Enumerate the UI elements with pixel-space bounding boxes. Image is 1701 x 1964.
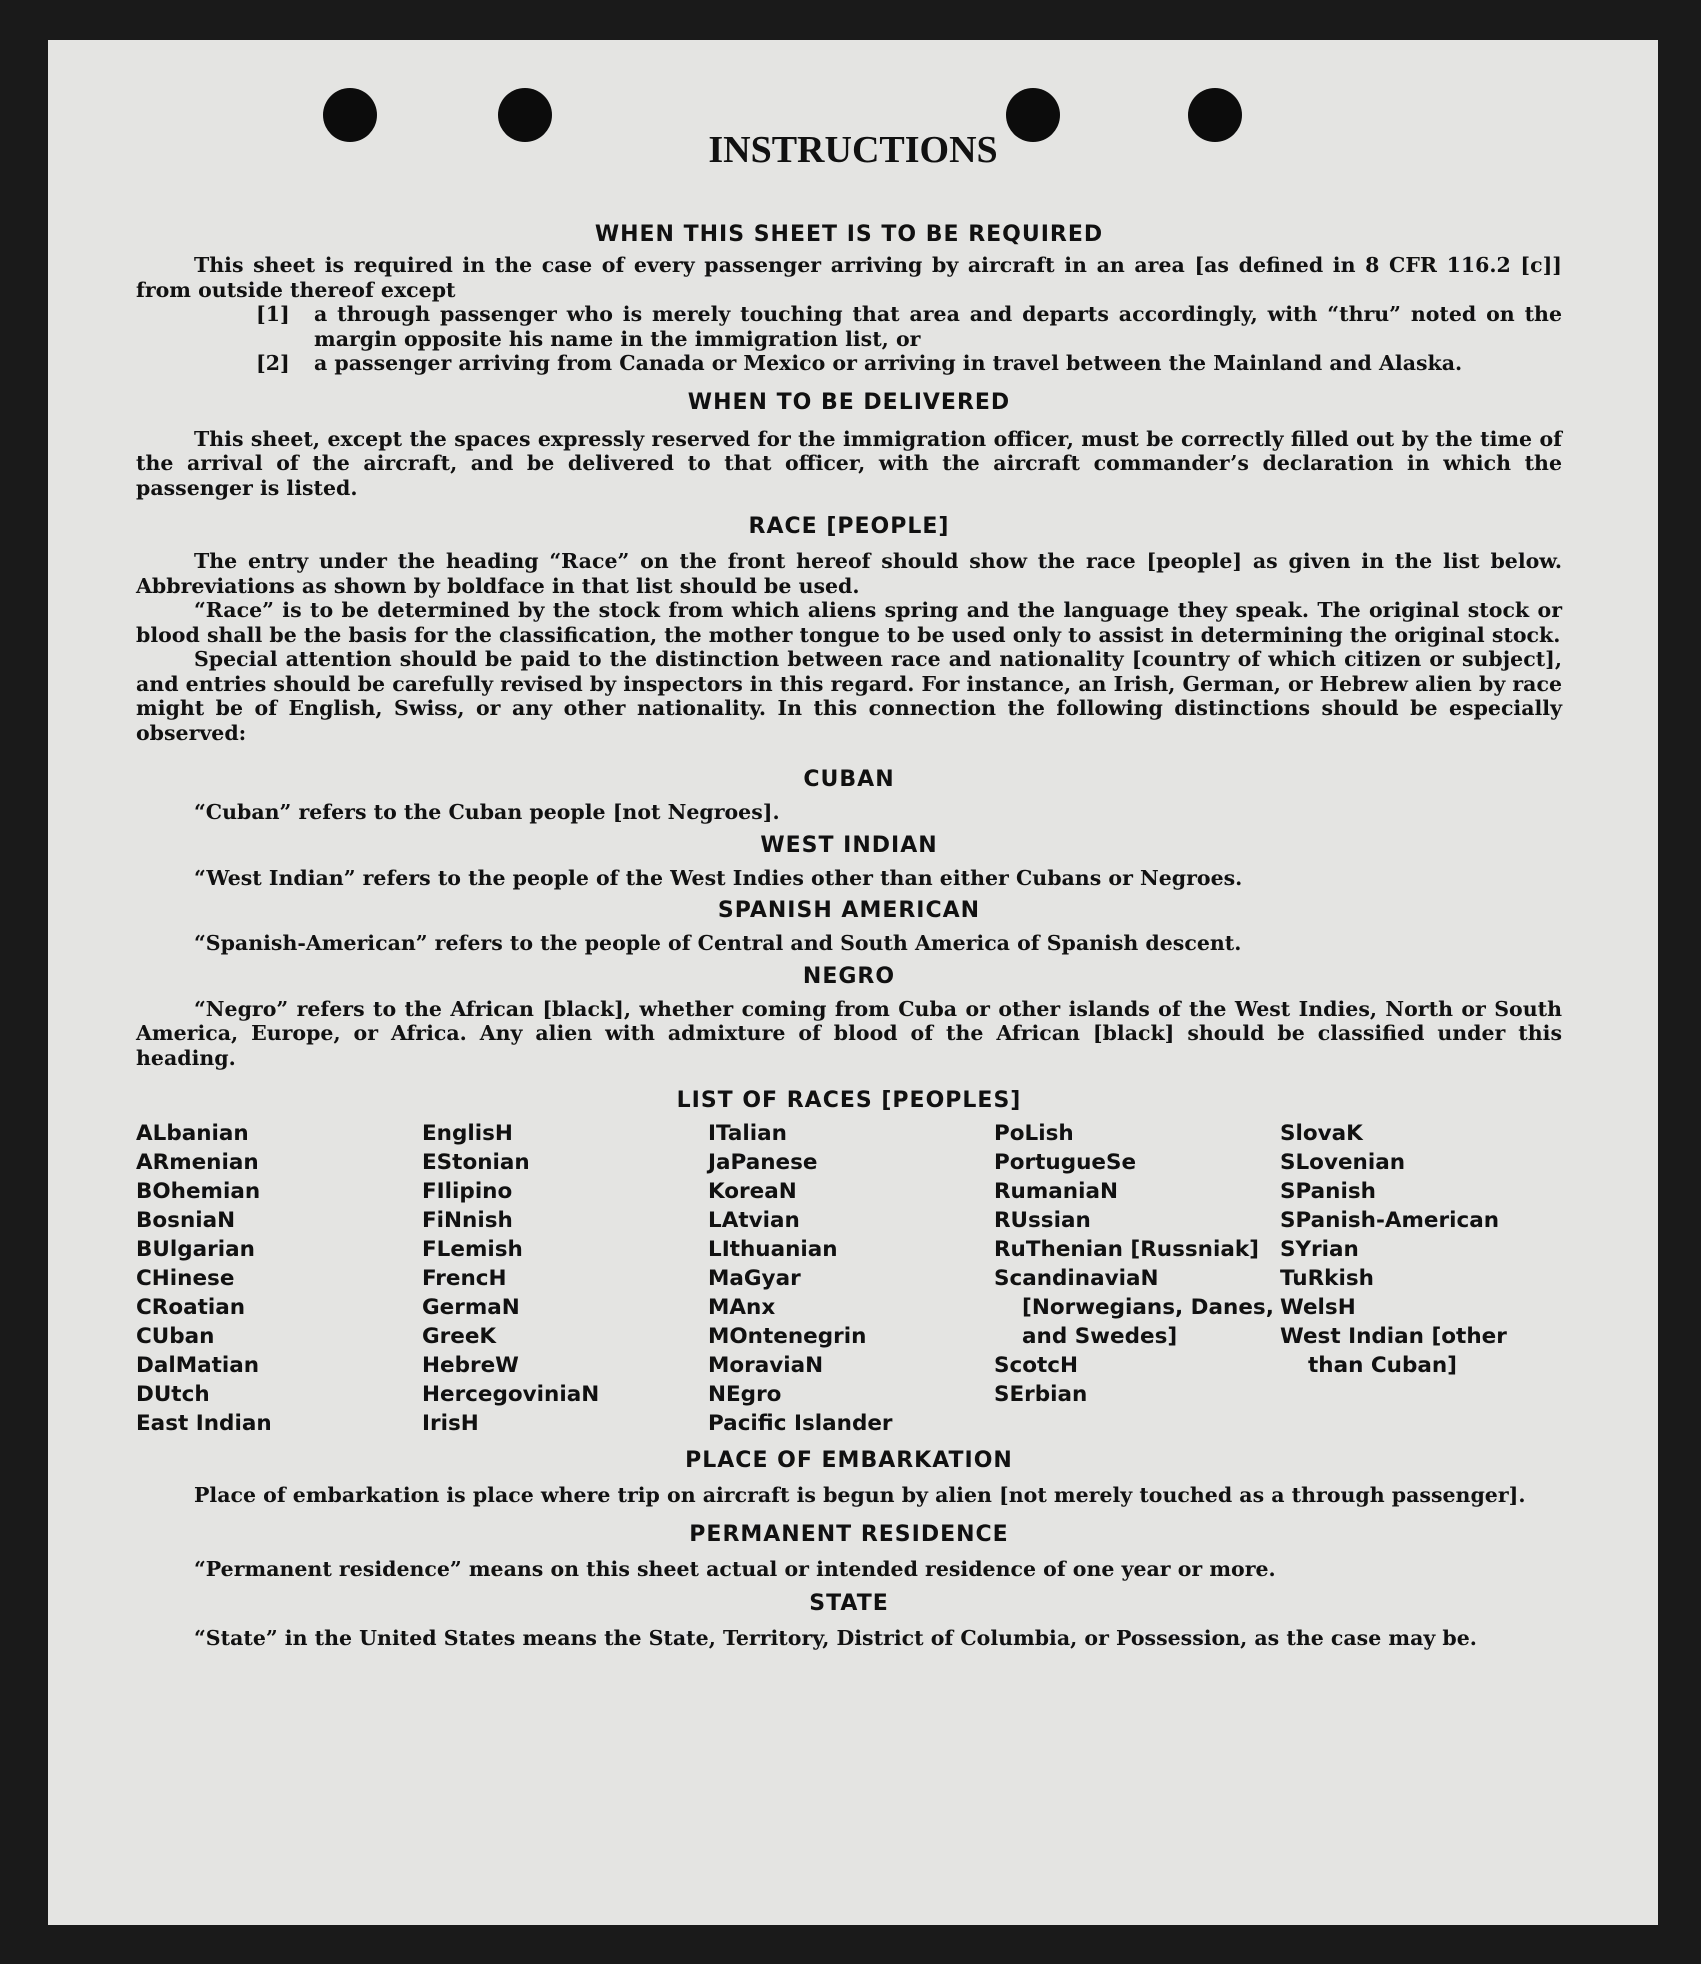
race-entry: RUssian [994,1208,1091,1233]
section-negro [136,964,1562,1071]
races-column [708,1119,994,1438]
paragraph: “West Indian” refers to the people of the West Indies other than either Cubans or Negroes. [194,865,1243,890]
race-entry: CHinese [136,1266,235,1291]
race-entry: CRoatian [136,1295,246,1320]
race-entry: GermaN [422,1295,520,1320]
race-entry: FiNnish [422,1208,513,1233]
race-entry: MOntenegrin [708,1324,867,1349]
race-entry: FIlipino [422,1179,513,1204]
section-permanent-residence [136,1522,1562,1582]
section-cuban [136,767,1562,825]
paragraph: “Race” is to be determined by the stock from which aliens spring and the language they speak. The original stock or blood shall be the basis for the classification, the mother tongue to be used only to assist in determining the original stock. [136,598,1562,647]
races-column [422,1119,708,1438]
races-table [136,1119,1562,1438]
page-title: INSTRUCTIONS [708,129,998,171]
section-heading: PLACE OF EMBARKATION [685,1448,1013,1473]
paragraph: This sheet is required in the case of every passenger arriving by aircraft in an area [as defined in 8 CFR 116.2 [c]] from outside thereof except [136,253,1562,302]
instructions-body [136,180,1562,1651]
section-heading: LIST OF RACES [PEOPLES] [676,1088,1022,1113]
section-west-indian [136,833,1562,891]
race-entry: TuRkish [1280,1266,1374,1291]
paragraph: This sheet, except the spaces expressly reserved for the immigration officer, must be correctly filled out by the time of the arrival of the aircraft, and be delivered to that officer, with the aircraft commander’s declaration in which the passenger is listed. [136,426,1562,500]
race-entry: ITalian [708,1121,787,1146]
race-entry: ScandinaviaN [Norwegians, Danes, and Swedes] [994,1266,1274,1349]
race-entry: DalMatian [136,1353,260,1378]
race-entry: SPanish [1280,1179,1376,1204]
section-embarkation [136,1448,1562,1508]
race-entry: BOhemian [136,1179,261,1204]
section-heading: WHEN THIS SHEET IS TO BE REQUIRED [594,222,1104,247]
race-entry: GreeK [422,1324,497,1349]
race-entry: CUban [136,1324,215,1349]
race-entry: East Indian [136,1411,272,1436]
race-entry: WelsH [1280,1295,1356,1320]
race-entry: ALbanian [136,1121,249,1146]
races-column [1280,1119,1562,1438]
item-text: a passenger arriving from Canada or Mexico or arriving in travel between the Mainland and Alaska. [314,351,1463,375]
race-entry: HercegoviniaN [422,1382,600,1407]
race-entry: MaGyar [708,1266,801,1291]
race-entry: HebreW [422,1353,519,1378]
paragraph: The entry under the heading “Race” on the front hereof should show the race [people] as given in the list below. Abbreviations as shown by boldface in that list should be used. [136,549,1562,598]
race-entry: KoreaN [708,1179,797,1204]
section-list-of-races [136,1088,1562,1438]
list-item [136,351,1562,376]
section-heading: STATE [809,1591,889,1616]
section-heading: PERMANENT RESIDENCE [689,1521,1009,1547]
race-entry: IrisH [422,1411,479,1436]
race-entry: LAtvian [708,1208,800,1233]
race-entry: MAnx [708,1295,776,1320]
race-entry: SErbian [994,1382,1088,1407]
race-entry: SYrian [1280,1237,1359,1262]
section-heading: CUBAN [803,767,895,792]
race-entry: RumaniaN [994,1179,1118,1204]
race-entry: SLovenian [1280,1150,1406,1175]
paragraph: “Permanent residence” means on this sheet actual or intended residence of one year or more. [194,1556,1276,1581]
item-text: a through passenger who is merely touching that area and departs accordingly, with “thru” noted on the margin opposite his name in the immigration list, or [314,302,1562,351]
race-entry: MoraviaN [708,1353,824,1378]
section-when-required [136,222,1562,376]
paragraph: Special attention should be paid to the distinction between race and nationality [country of which citizen or subject], and entries should be carefully revised by inspectors in this regard. For instance, an Irish, German, or Hebrew alien by race might be of English, Swiss, or any other nationality. In this connection the following distinctions should be especially observed: [136,647,1562,745]
section-when-delivered [136,390,1562,501]
race-entry: RuThenian [Russniak] [994,1237,1259,1262]
race-entry: ScotcH [994,1353,1079,1378]
item-number: [1] [256,302,290,326]
document-sheet [48,40,1658,1925]
race-entry: PoLish [994,1121,1074,1146]
section-state [136,1591,1562,1651]
paragraph: “State” in the United States means the State, Territory, District of Columbia, or Possession, as the case may be. [194,1626,1477,1650]
race-entry: FLemish [422,1237,523,1262]
paragraph: “Cuban” refers to the Cuban people [not Negroes]. [194,800,780,824]
race-entry: Pacific Islander [708,1411,893,1436]
item-number: [2] [256,351,290,375]
race-entry: ARmenian [136,1150,259,1175]
section-heading: SPANISH AMERICAN [717,898,981,923]
race-entry: DUtch [136,1382,210,1407]
race-entry: NEgro [708,1382,782,1407]
race-entry: SPanish-American [1280,1208,1500,1233]
paragraph: “Spanish-American” refers to the people of Central and South America of Spanish descent. [194,931,1242,955]
race-entry: LIthuanian [708,1237,838,1262]
section-heading: WHEN TO BE DELIVERED [687,389,1011,415]
races-column [136,1119,422,1438]
race-entry: West Indian [other than Cuban] [1280,1324,1507,1378]
race-entry: PortugueSe [994,1150,1137,1175]
races-column [994,1119,1280,1438]
section-race [136,514,1562,745]
race-entry: SlovaK [1280,1121,1363,1146]
race-entry: EnglisH [422,1121,513,1146]
paragraph: “Negro” refers to the African [black], whether coming from Cuba or other islands of the West Indies, North or South America, Europe, or Africa. Any alien with admixture of blood of the African [black] should be classified under this heading. [136,996,1562,1070]
paragraph: Place of embarkation is place where trip on aircraft is begun by alien [not merely touched as a through passenger]. [194,1483,1526,1507]
section-heading: RACE [PEOPLE] [748,514,950,539]
race-entry: JaPanese [708,1150,818,1175]
exception-list [136,302,1562,376]
section-heading: NEGRO [802,963,896,989]
list-item [136,302,1562,351]
section-heading: WEST INDIAN [760,832,938,858]
race-entry: BUlgarian [136,1237,255,1262]
race-entry: FrencH [422,1266,507,1291]
race-entry: BosniaN [136,1208,236,1233]
section-spanish-american [136,898,1562,956]
race-entry: EStonian [422,1150,530,1175]
